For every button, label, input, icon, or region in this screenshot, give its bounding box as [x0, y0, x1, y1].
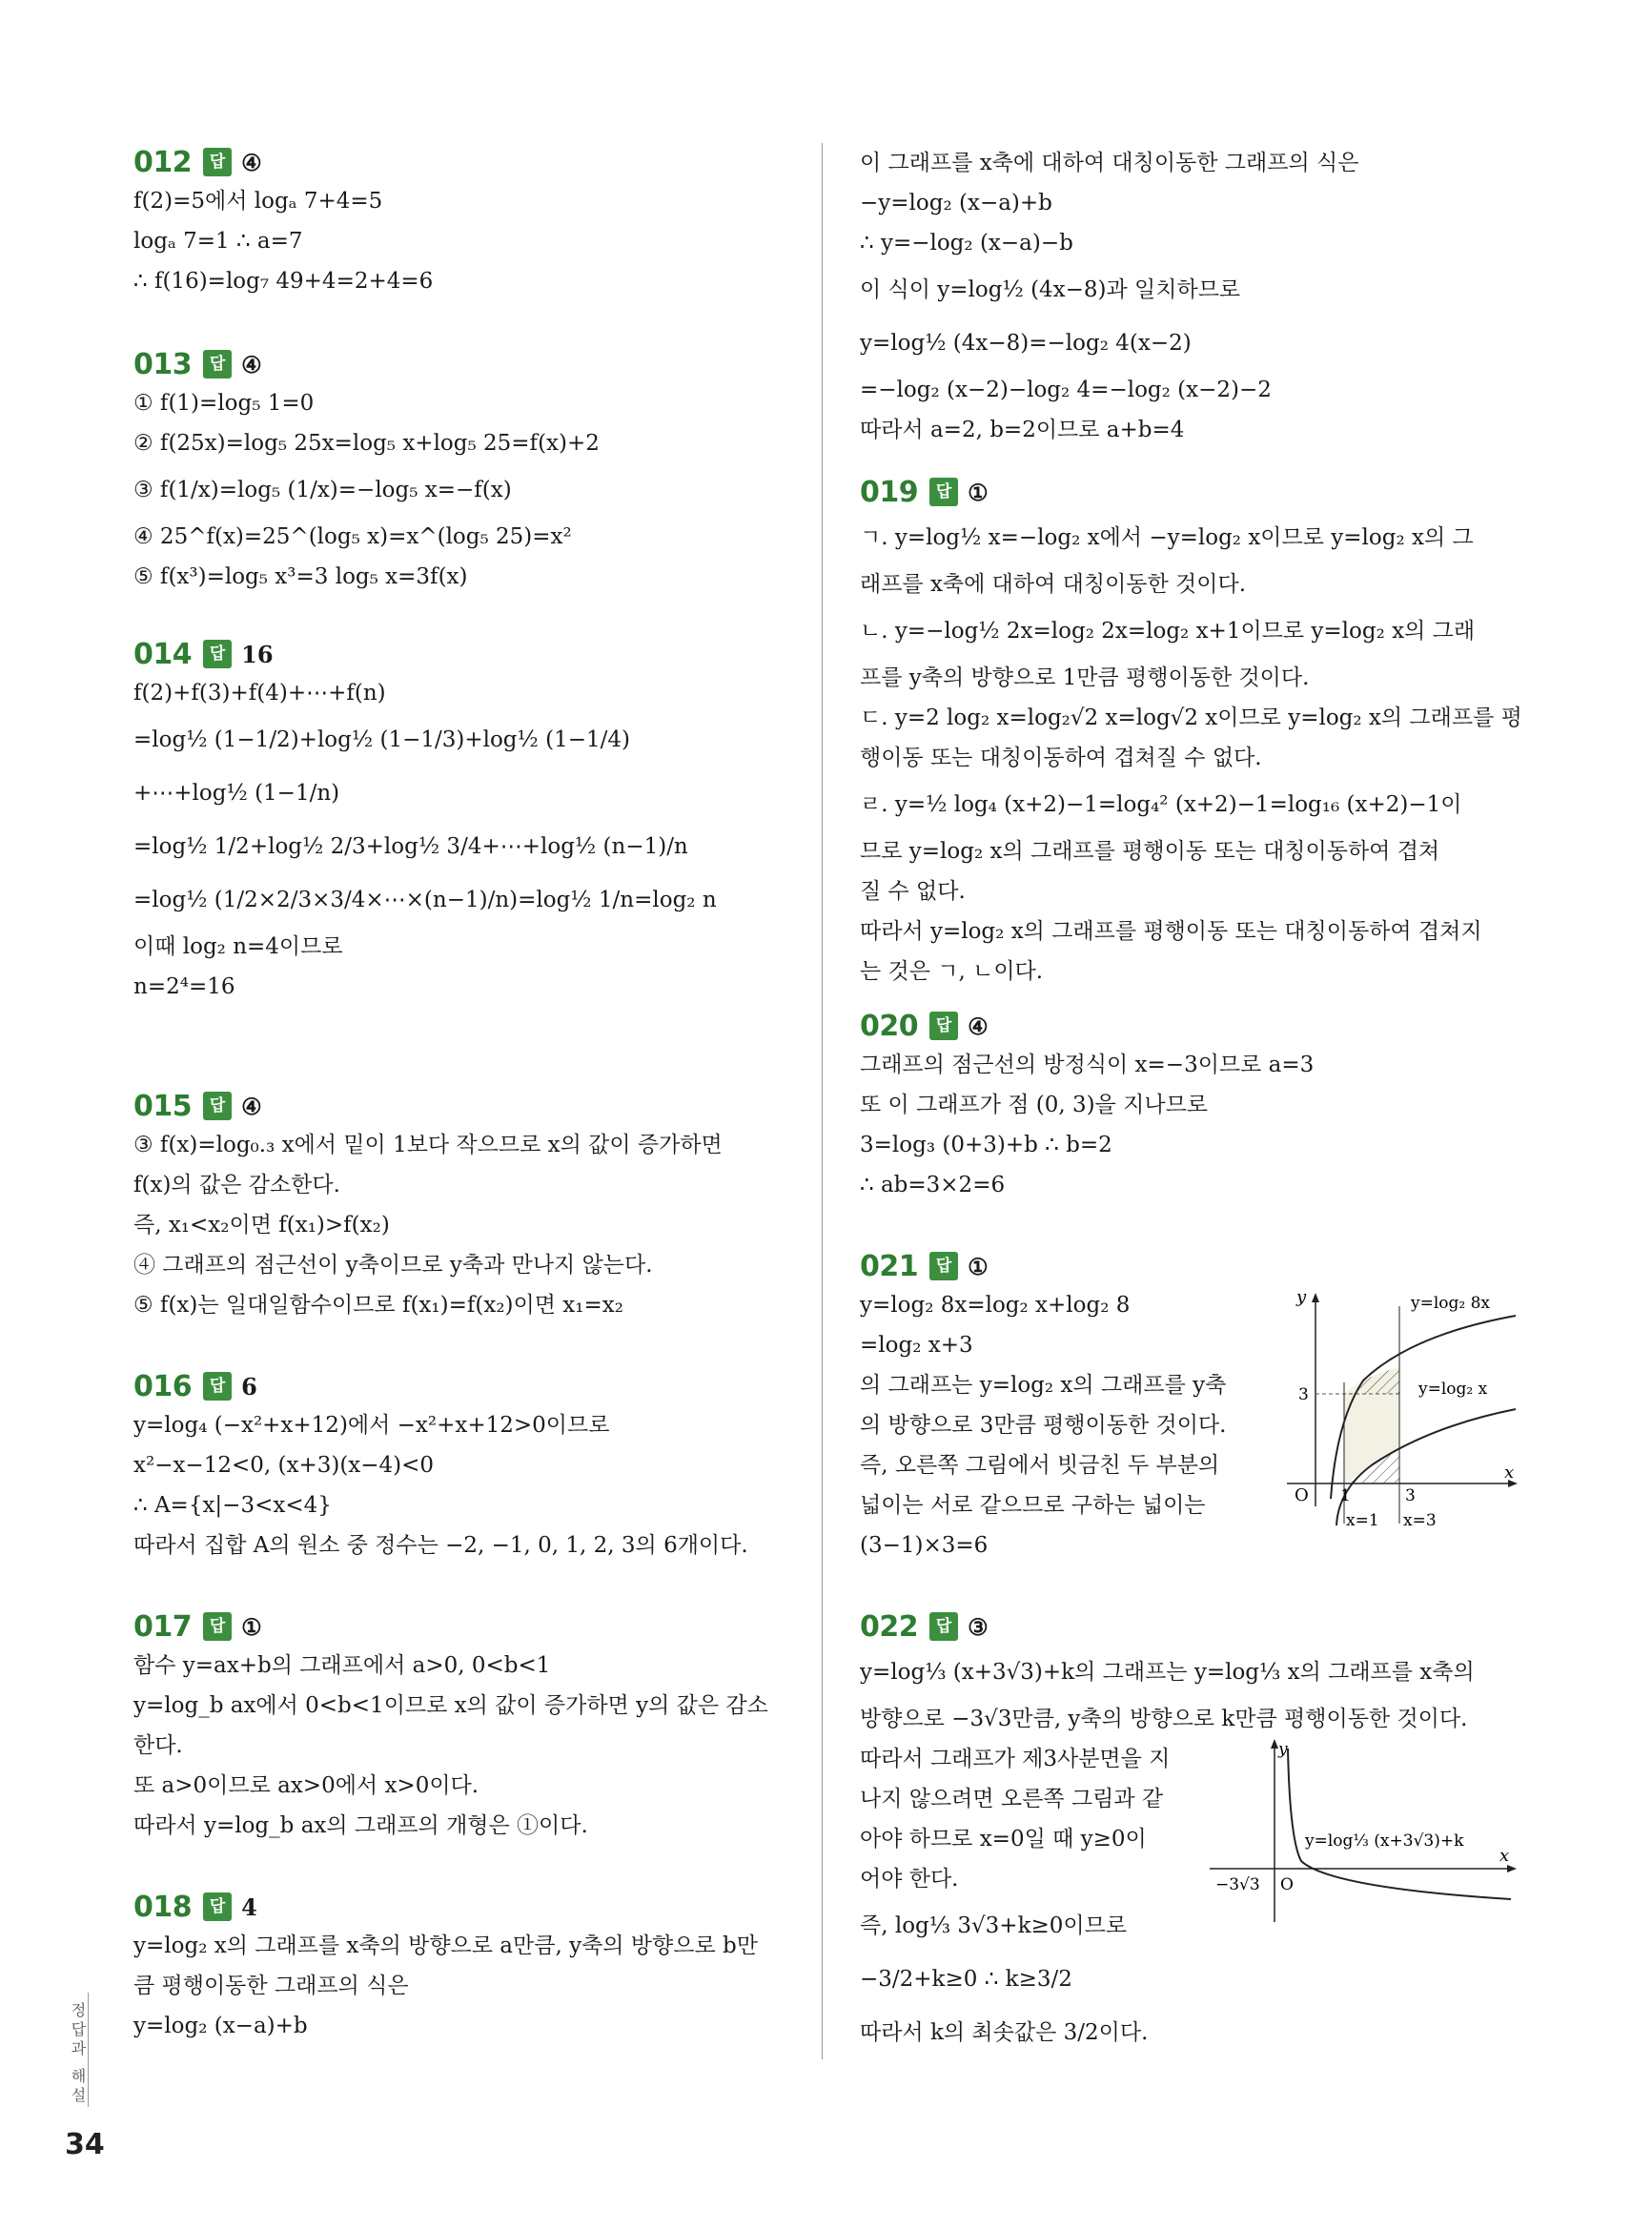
solution-line: y=log½ (4x−8)=−log₂ 4(x−2) — [860, 331, 1192, 356]
solution-line: ∴ f(16)=log₇ 49+4=2+4=6 — [133, 269, 434, 294]
solution-line: 질 수 없다. — [860, 879, 966, 904]
solution-line: n=2⁴=16 — [133, 974, 235, 999]
solution-line: 즉, x₁<x₂이면 f(x₁)>f(x₂) — [133, 1213, 390, 1238]
problem-015 — [133, 1087, 791, 1325]
solution-line: ④ 그래프의 점근선이 y축이므로 y축과 만나지 않는다. — [133, 1253, 653, 1278]
fig021-x3-label: x=3 — [1403, 1511, 1437, 1530]
fig022-tick-neg: −3√3 — [1215, 1875, 1260, 1894]
solution-line: 즉, 오른쪽 그림에서 빗금친 두 부분의 — [860, 1453, 1220, 1478]
answer-tag: 답 — [203, 1372, 232, 1401]
answer-value: ④ — [968, 1012, 989, 1040]
y-axis-arrow — [1312, 1293, 1319, 1302]
solution-line: f(2)+f(3)+f(4)+⋯+f(n) — [133, 681, 386, 706]
problem-header — [133, 635, 791, 673]
fig022-x-label: x — [1499, 1846, 1510, 1866]
solution-line: −y=log₂ (x−a)+b — [860, 191, 1052, 215]
solution-line: ㄴ. y=−log½ 2x=log₂ 2x=log₂ x+1이므로 y=log₂ x의 그래 — [860, 619, 1476, 644]
solution-line: =log½ 1/2+log½ 2/3+log½ 3/4+⋯+log½ (n−1)/n — [133, 834, 688, 859]
answer-value: ① — [968, 1252, 989, 1280]
fig021-x1-label: x=1 — [1346, 1511, 1379, 1530]
solution-line: 따라서 집합 A의 원소 중 정수는 −2, −1, 0, 1, 2, 3의 6개이다. — [133, 1533, 748, 1558]
hatch-top — [1344, 1367, 1399, 1394]
fig021-tick-1: 1 — [1340, 1486, 1351, 1505]
page-number: 34 — [65, 2128, 105, 2161]
solution-line: 따라서 그래프가 제3사분면을 지 — [860, 1747, 1171, 1771]
solution-line: 3=log₃ (0+3)+b ∴ b=2 — [860, 1133, 1112, 1157]
solution-line: 의 방향으로 3만큼 평행이동한 것이다. — [860, 1413, 1227, 1438]
fig021-y-label: y — [1296, 1287, 1307, 1307]
answer-tag: 답 — [203, 640, 232, 668]
problem-header — [860, 473, 1518, 511]
solution-line: 행이동 또는 대칭이동하여 겹쳐질 수 없다. — [860, 746, 1262, 770]
solution-line: logₐ 7=1 ∴ a=7 — [133, 229, 303, 254]
solution-line: ① f(1)=log₅ 1=0 — [133, 391, 315, 416]
problem-020 — [860, 1007, 1518, 1205]
fig021-curve2-label: y=log₂ x — [1418, 1380, 1488, 1399]
answer-tag: 답 — [929, 478, 958, 506]
answer-tag: 답 — [929, 1252, 958, 1280]
answer-tag: 답 — [929, 1012, 958, 1040]
solution-line: 넓이는 서로 같으므로 구하는 넓이는 — [860, 1493, 1206, 1518]
solution-line: ③ f(x)=log₀.₃ x에서 밑이 1보다 작으므로 x의 값이 증가하면 — [133, 1133, 723, 1157]
problem-header — [860, 1247, 1518, 1285]
solution-line: f(2)=5에서 logₐ 7+4=5 — [133, 189, 383, 214]
answer-tag: 답 — [203, 350, 232, 378]
answer-tag: 답 — [203, 1892, 232, 1921]
solution-line: y=log₂ (x−a)+b — [133, 2014, 308, 2038]
solution-line: 따라서 k의 최솟값은 3/2이다. — [860, 2020, 1149, 2045]
solution-line: y=log₂ 8x=log₂ x+log₂ 8 — [860, 1293, 1131, 1318]
solution-line: 또 a>0이므로 ax>0에서 x>0이다. — [133, 1773, 479, 1798]
solution-line: 한다. — [133, 1733, 183, 1758]
solution-line: ㄱ. y=log½ x=−log₂ x에서 −y=log₂ x이므로 y=log₂ x의 그 — [860, 525, 1474, 550]
problem-number: 018 — [133, 1890, 193, 1924]
solution-line: =−log₂ (x−2)−log₂ 4=−log₂ (x−2)−2 — [860, 378, 1272, 402]
fig021-curve1-label: y=log₂ 8x — [1411, 1294, 1491, 1313]
solution-line: ④ 25^f(x)=25^(log₅ x)=x^(log₅ 25)=x² — [133, 524, 572, 549]
solution-line: ⑤ f(x³)=log₅ x³=3 log₅ x=3f(x) — [133, 564, 468, 589]
answer-value: ④ — [241, 1092, 262, 1120]
fig021-ytick-3: 3 — [1298, 1385, 1309, 1404]
solution-line: y=log_b ax에서 0<b<1이므로 x의 값이 증가하면 y의 값은 감소 — [133, 1693, 768, 1718]
answer-value: 6 — [241, 1372, 257, 1401]
problem-number: 017 — [133, 1609, 193, 1644]
solution-line: ㄷ. y=2 log₂ x=log₂√2 x=log√2 x이므로 y=log₂ x의 그래프를 평 — [860, 706, 1522, 730]
answer-value: ③ — [968, 1612, 989, 1641]
solution-line: 아야 하므로 x=0일 때 y≥0이 — [860, 1827, 1147, 1852]
problem-number: 022 — [860, 1609, 919, 1644]
solution-line: −3/2+k≥0 ∴ k≥3/2 — [860, 1967, 1072, 1992]
problem-number: 021 — [860, 1249, 919, 1283]
solution-line: ⑤ f(x)는 일대일함수이므로 f(x₁)=f(x₂)이면 x₁=x₂ — [133, 1293, 623, 1318]
problem-016 — [133, 1367, 791, 1565]
answer-value: ④ — [241, 148, 262, 176]
answer-tag: 답 — [203, 1612, 232, 1641]
fig022-origin: O — [1280, 1875, 1294, 1894]
solution-line: 그래프의 점근선의 방정식이 x=−3이므로 a=3 — [860, 1053, 1315, 1077]
problem-cont — [860, 143, 1518, 450]
solution-line: 따라서 y=log₂ x의 그래프를 평행이동 또는 대칭이동하여 겹쳐지 — [860, 919, 1482, 944]
solution-line: 나지 않으려면 오른쪽 그림과 같 — [860, 1787, 1164, 1811]
answer-value: 16 — [241, 640, 274, 668]
solution-line: ② f(25x)=log₅ 25x=log₅ x+log₅ 25=f(x)+2 — [133, 431, 600, 456]
solution-line: 는 것은 ㄱ, ㄴ이다. — [860, 959, 1044, 984]
solution-line: 따라서 a=2, b=2이므로 a+b=4 — [860, 418, 1185, 442]
solution-line: x²−x−12<0, (x+3)(x−4)<0 — [133, 1453, 435, 1478]
problem-header — [133, 143, 791, 181]
solution-line: 즉, log⅓ 3√3+k≥0이므로 — [860, 1913, 1128, 1938]
answer-value: 4 — [241, 1892, 257, 1921]
graph-022 — [1206, 1735, 1520, 1926]
problem-013 — [133, 345, 791, 597]
solution-line: y=log⅓ (x+3√3)+k의 그래프는 y=log⅓ x의 그래프를 x축의 — [860, 1660, 1475, 1685]
solution-line: =log₂ x+3 — [860, 1333, 973, 1358]
solution-line: ∴ y=−log₂ (x−a)−b — [860, 231, 1073, 256]
fig021-origin: O — [1295, 1485, 1309, 1505]
solution-line: y=log₂ x의 그래프를 x축의 방향으로 a만큼, y축의 방향으로 b만 — [133, 1933, 758, 1958]
solution-line: ∴ ab=3×2=6 — [860, 1173, 1006, 1197]
problem-header — [133, 1888, 791, 1926]
x-axis-arrow — [1507, 1865, 1517, 1872]
solution-line: 래프를 x축에 대하여 대칭이동한 것이다. — [860, 572, 1247, 597]
problem-header — [860, 1607, 1518, 1646]
fig022-curve-label: y=log⅓ (x+3√3)+k — [1305, 1831, 1464, 1851]
solution-line: 므로 y=log₂ x의 그래프를 평행이동 또는 대칭이동하여 겹쳐 — [860, 839, 1440, 864]
solution-line: 이 그래프를 x축에 대하여 대칭이동한 그래프의 식은 — [860, 151, 1359, 175]
problem-header — [860, 1007, 1518, 1045]
answer-tag: 답 — [203, 1092, 232, 1120]
problem-number: 019 — [860, 475, 919, 509]
solution-line: 프를 y축의 방향으로 1만큼 평행이동한 것이다. — [860, 665, 1310, 690]
fig022-y-label: y — [1278, 1740, 1288, 1759]
problem-number: 013 — [133, 347, 193, 381]
problem-header — [133, 1087, 791, 1125]
solution-line: 이때 log₂ n=4이므로 — [133, 934, 343, 959]
solution-line: =log½ (1−1/2)+log½ (1−1/3)+log½ (1−1/4) — [133, 727, 631, 752]
solution-line: =log½ (1/2×2/3×3/4×⋯×(n−1)/n)=log½ 1/n=log₂ n — [133, 888, 717, 912]
problem-number: 016 — [133, 1369, 193, 1403]
problem-018 — [133, 1888, 791, 2046]
solution-line: 따라서 y=log_b ax의 그래프의 개형은 ①이다. — [133, 1813, 588, 1838]
curve-022 — [1288, 1749, 1511, 1899]
solution-line: ㄹ. y=½ log₄ (x+2)−1=log₄² (x+2)−1=log₁₆ (x+2)−1이 — [860, 792, 1462, 817]
problem-017 — [133, 1607, 791, 1846]
solution-line: 함수 y=ax+b의 그래프에서 a>0, 0<b<1 — [133, 1653, 551, 1678]
y-axis-arrow — [1271, 1739, 1278, 1749]
solution-line: 의 그래프는 y=log₂ x의 그래프를 y축 — [860, 1373, 1227, 1398]
solution-line: ∴ A={x|−3<x<4} — [133, 1493, 332, 1518]
solution-line: (3−1)×3=6 — [860, 1533, 989, 1558]
answer-value: ④ — [241, 350, 262, 378]
problem-019 — [860, 473, 1522, 992]
problem-014 — [133, 635, 791, 1007]
solution-line: 큼 평행이동한 그래프의 식은 — [133, 1974, 409, 1998]
answer-tag: 답 — [929, 1612, 958, 1641]
solution-line: y=log₄ (−x²+x+12)에서 −x²+x+12>0이므로 — [133, 1413, 610, 1438]
answer-value: ① — [968, 478, 989, 506]
problem-number: 014 — [133, 637, 193, 671]
problem-header — [133, 1367, 791, 1405]
problem-header — [133, 1607, 791, 1646]
answer-value: ① — [241, 1612, 262, 1641]
solution-line: 방향으로 −3√3만큼, y축의 방향으로 k만큼 평행이동한 것이다. — [860, 1707, 1468, 1731]
answer-tag: 답 — [203, 148, 232, 176]
problem-number: 012 — [133, 145, 193, 179]
column-divider — [822, 143, 823, 2059]
fig021-tick-3: 3 — [1405, 1486, 1416, 1505]
problem-number: 015 — [133, 1089, 193, 1123]
problem-number: 020 — [860, 1009, 919, 1043]
side-section-label: 정답과 해설 — [69, 2002, 87, 2107]
graph-021 — [1277, 1287, 1525, 1537]
solution-line: +⋯+log½ (1−1/n) — [133, 781, 340, 806]
fig021-x-label: x — [1504, 1463, 1515, 1483]
solution-line: f(x)의 값은 감소한다. — [133, 1173, 340, 1197]
solution-line: 어야 한다. — [860, 1867, 959, 1892]
solution-line: 이 식이 y=log½ (4x−8)과 일치하므로 — [860, 277, 1241, 302]
problem-header — [133, 345, 791, 383]
solution-line: ③ f(1/x)=log₅ (1/x)=−log₅ x=−f(x) — [133, 478, 512, 502]
solution-line: 또 이 그래프가 점 (0, 3)을 지나므로 — [860, 1093, 1209, 1117]
problem-012 — [133, 143, 791, 301]
